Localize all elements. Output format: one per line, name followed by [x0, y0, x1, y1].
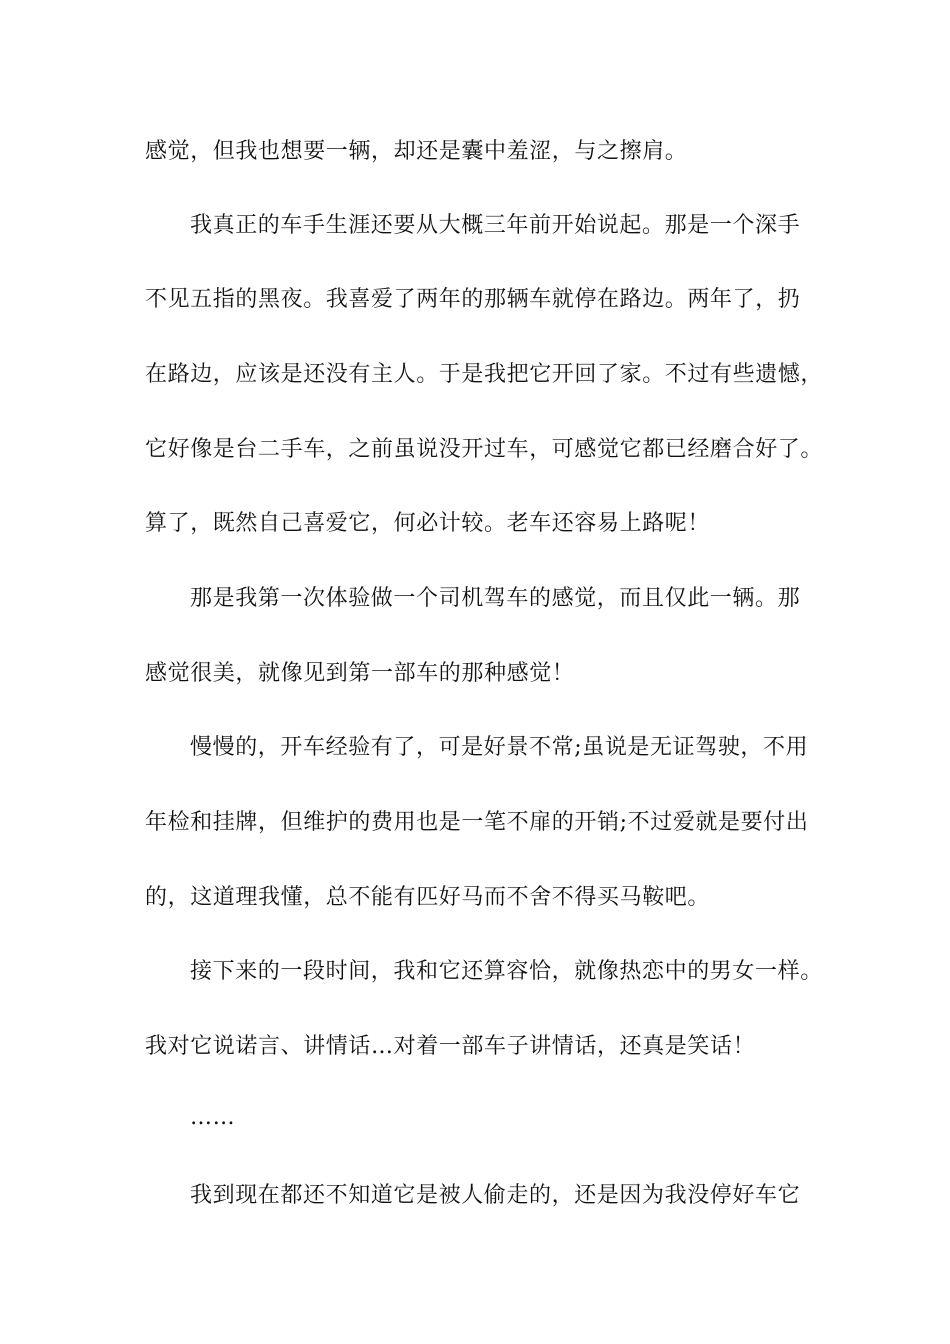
text-line-9: 慢慢的，开车经验有了，可是好景不常;虽说是无证驾驶，不用	[190, 735, 809, 760]
text-line-4: 在路边，应该是还没有主人。于是我把它开回了家。不过有些遗憾，	[145, 362, 824, 387]
text-line-11: 的，这道理我懂，总不能有匹好马而不舍不得买马鞍吧。	[145, 885, 711, 910]
text-line-5: 它好像是台二手车，之前虽说没开过车，可感觉它都已经磨合好了。	[145, 437, 824, 462]
text-line-13: 我对它说诺言、讲情话…对着一部车子讲情话，还真是笑话！	[145, 1034, 756, 1059]
text-line-1: 感觉，但我也想要一辆，却还是囊中羞涩，与之擦肩。	[145, 139, 688, 164]
text-line-10: 年检和挂牌，但维护的费用也是一笔不扉的开销;不过爱就是要付出	[145, 810, 809, 835]
text-line-3: 不见五指的黑夜。我喜爱了两年的那辆车就停在路边。两年了，扔	[145, 287, 801, 312]
text-line-12: 接下来的一段时间，我和它还算容恰，就像热恋中的男女一样。	[190, 959, 823, 984]
text-line-7: 那是我第一次体验做一个司机驾车的感觉，而且仅此一辆。那	[190, 586, 801, 611]
text-line-8: 感觉很美，就像见到第一部车的那种感觉！	[145, 661, 575, 686]
text-line-6: 算了，既然自己喜爱它，何必计较。老车还容易上路呢！	[145, 511, 711, 536]
text-line-2: 我真正的车手生涯还要从大概三年前开始说起。那是一个深手	[190, 213, 801, 238]
text-line-15: 我到现在都还不知道它是被人偷走的，还是因为我没停好车它	[190, 1183, 801, 1208]
ellipsis-line: ……	[190, 1105, 236, 1130]
